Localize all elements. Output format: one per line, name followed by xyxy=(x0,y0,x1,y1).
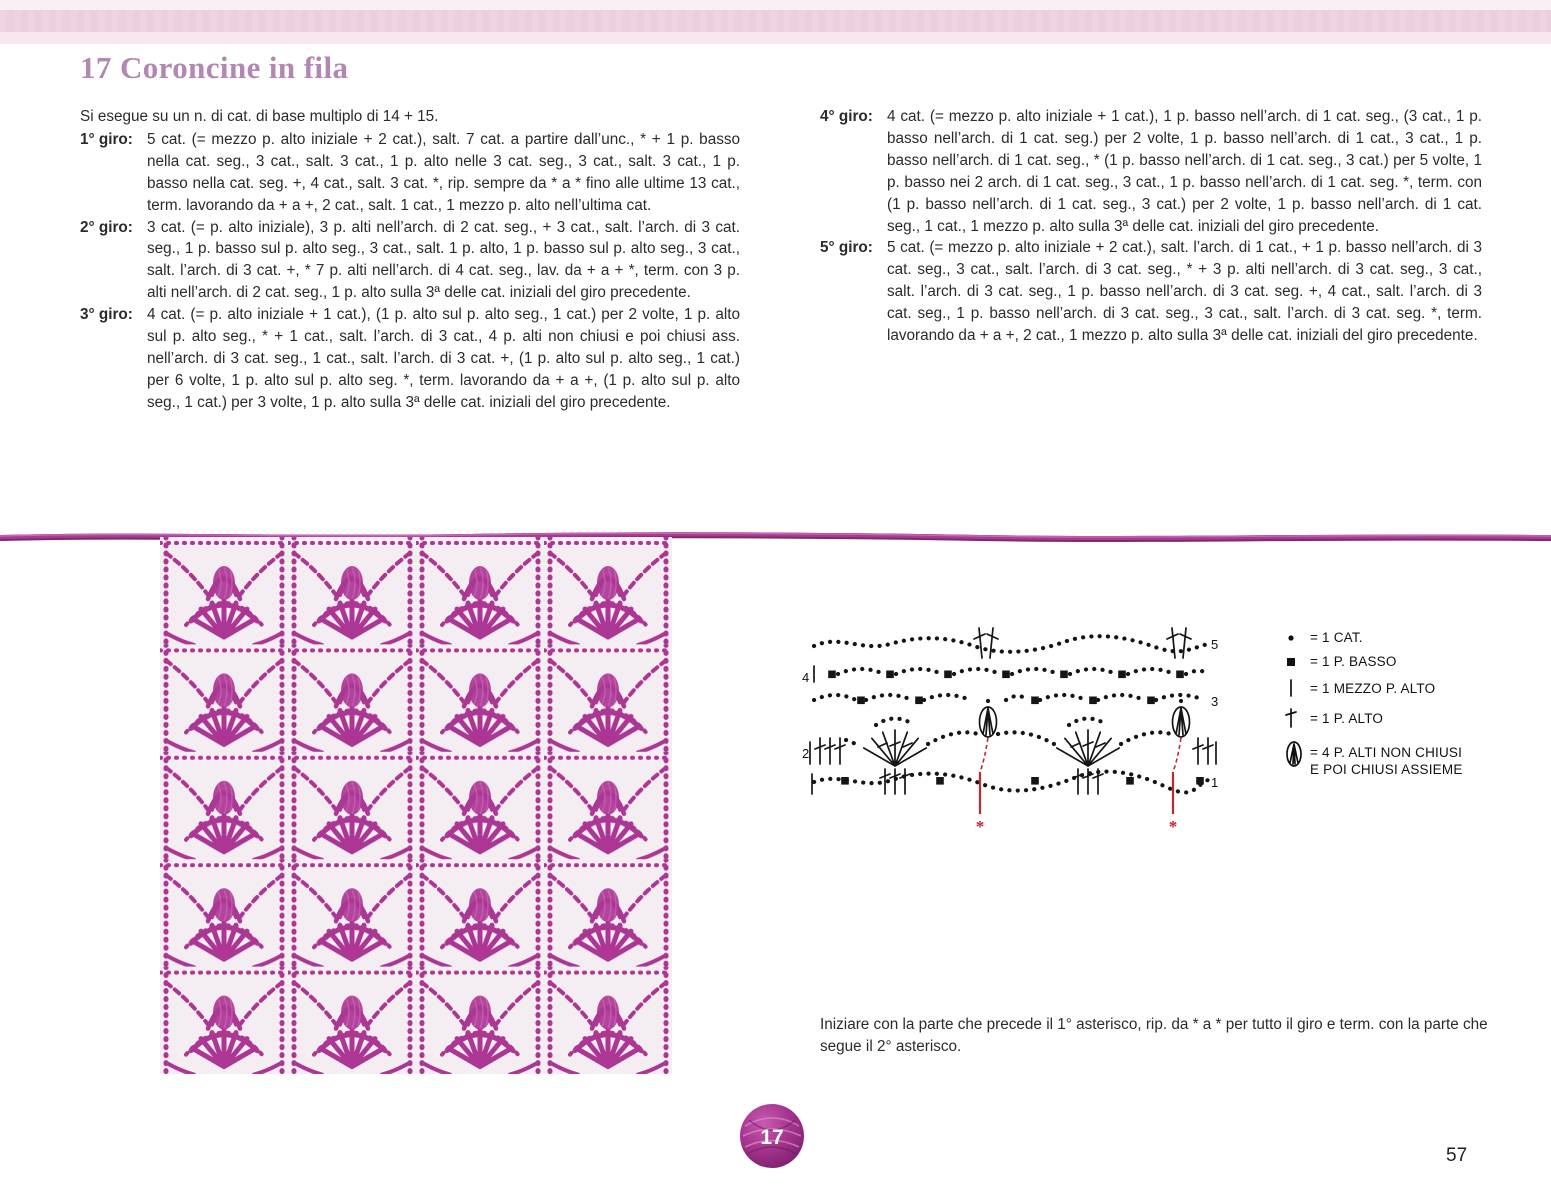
row-number-4: 4 xyxy=(802,670,810,685)
instructions-column-right xyxy=(820,106,1482,347)
crochet-chart xyxy=(800,622,1220,837)
repeat-asterisk-left: * xyxy=(975,817,985,836)
legend-item-cluster xyxy=(1284,738,1524,778)
pattern-number-badge: 17 xyxy=(760,1126,784,1149)
cluster-symbol-right xyxy=(1173,707,1190,737)
round-3-text: 4 cat. (= p. alto iniziale + 1 cat.), (1 p. alto sul p. alto seg., 1 cat.) per 2 volte, 1 p. alto sul p. alto seg., * + 1 cat., salt. l’arch. di 3 cat., 4 p. alti non chiusi e poi chiusi ass. nell’arch. di 3 cat. seg., 1 cat., salt. l’arch. di 3 cat. +, (1 p. alto sul p. alto seg., 1 cat.) per 6 volte, 1 p. alto sul p. alto seg. *, term. lavorando da + a +, (1 p. alto sul p. alto seg., 1 cat.) per 3 volte, 1 p. alto sulla 3ª delle cat. iniziali del giro precedente. xyxy=(147,306,740,411)
pattern-intro: Si esegue su un n. di cat. di base multiplo di 14 + 15. xyxy=(80,108,439,125)
repeat-asterisk-right: * xyxy=(1168,817,1178,836)
page-number: 57 xyxy=(1446,1145,1468,1166)
repeat-note: Iniziare con la parte che precede il 1° asterisco, rip. da * a * per tutto il giro e term. con la parte che segue il 2° asterisco. xyxy=(820,1016,1488,1056)
round-4 xyxy=(820,106,1482,237)
round-1-text: 5 cat. (= mezzo p. alto iniziale + 2 cat.), salt. 7 cat. a partire dall’unc., * + 1 p. basso nella cat. seg., 3 cat., salt. 3 cat., 1 p. alto nelle 3 cat. seg., 3 cat., salt. 3 cat., 1 p. basso nella cat. seg. +, 4 cat., salt. 3 cat. *, rip. sempre da * a * fino alle ultime 13 cat., term. lavorando da + a +, 2 cat., salt. 1 cat., 1 mezzo p. alto nell’ultima cat. xyxy=(147,130,740,214)
legend xyxy=(1284,630,1524,787)
row-number-1: 1 xyxy=(1211,775,1219,790)
round-5-label: 5° giro: xyxy=(820,239,873,257)
round-4-label: 4° giro: xyxy=(820,108,873,125)
round-2 xyxy=(80,217,740,305)
legend-item-single-crochet xyxy=(1284,654,1524,669)
legend-label: = 4 P. ALTI NON CHIUSI E POI CHIUSI ASSIEME xyxy=(1310,745,1463,777)
legend-label: = 1 P. BASSO xyxy=(1310,654,1397,669)
row-number-5: 5 xyxy=(1211,637,1219,652)
instructions-column-left xyxy=(80,106,740,414)
round-3 xyxy=(80,304,740,414)
round-2-label: 2° giro: xyxy=(80,218,133,236)
cluster-icon xyxy=(1284,738,1310,770)
legend-label: = 1 MEZZO P. ALTO xyxy=(1310,680,1436,696)
header-stripe-light xyxy=(0,0,1551,10)
legend-label: = 1 P. ALTO xyxy=(1310,710,1384,726)
row-number-3: 3 xyxy=(1211,694,1219,709)
round-1-label: 1° giro: xyxy=(80,130,133,148)
round-1 xyxy=(80,129,740,217)
page-title: 17 Coroncine in fila xyxy=(80,50,349,85)
double-crochet-icon xyxy=(1284,707,1310,729)
single-crochet-icon xyxy=(1284,655,1310,669)
cluster-symbol-left xyxy=(980,707,997,737)
swatch-photo xyxy=(160,537,672,1074)
legend-label: = 1 CAT. xyxy=(1310,630,1363,645)
header-stripe-pink xyxy=(0,10,1551,32)
round-4-text: 4 cat. (= mezzo p. alto iniziale + 1 cat.), 1 p. basso nell’arch. di 1 cat. seg., (3 cat., 1 p. basso nell’arch. di 1 cat. seg.) per 2 volte, 1 p. basso nell’arch. di 1 cat., 3 cat., 1 p. basso nell’arch. di 1 cat. seg., * (1 p. basso nell’arch. di 1 cat. seg., 3 cat.) per 5 volte, 1 p. basso nei 2 arch. di 1 cat. seg., 3 cat., 1 p. basso nell’arch. di 1 cat. seg. *, term. con (1 p. basso nell’arch. di 1 cat. seg., 3 cat.) per 2 volte, 1 p. basso nell’arch. di 1 cat. seg., 1 cat., 1 mezzo p. alto sulla 3ª delle cat. iniziali del giro precedente. xyxy=(887,108,1482,235)
chain-stitch-icon xyxy=(1284,631,1310,645)
legend-item-double xyxy=(1284,707,1524,729)
round-3-label: 3° giro: xyxy=(80,306,133,324)
header-stripe-pale xyxy=(0,32,1551,44)
legend-item-chain xyxy=(1284,630,1524,645)
half-double-crochet-icon xyxy=(1284,678,1310,698)
round-5 xyxy=(820,237,1482,347)
legend-item-half-double xyxy=(1284,678,1524,698)
round-2-text: 3 cat. (= p. alto iniziale), 3 p. alti nell’arch. di 2 cat. seg., + 3 cat., salt. l’arch. di 3 cat. seg., 1 p. basso sul p. alto seg., 3 cat., salt. 1 p. alto, 1 p. basso sul p. alto seg., 3 cat., salt. l’arch. di 3 cat. +, * 7 p. alti nell’arch. di 4 cat. seg., lav. da + a + *, term. con 3 p. alti nell’arch. di 2 cat. seg., 1 p. alto sulla 3ª delle cat. iniziali del giro precedente. xyxy=(147,218,740,302)
row-number-2: 2 xyxy=(802,746,810,761)
round-5-text: 5 cat. (= mezzo p. alto iniziale + 2 cat.), salt. l’arch. di 1 cat., + 1 p. basso nell’arch. di 3 cat. seg., 3 cat., salt. l’arch. di 3 cat. seg., * + 3 p. alti nell’arch. di 3 cat. seg., 3 cat., salt. l’arch. di 3 cat. seg., 1 p. basso nell’arch. di 3 cat. seg. +, 4 cat., salt. l’arch. di 3 cat. seg., 1 p. basso nell’arch. di 3 cat. seg., 3 cat., salt. l’arch. di 3 cat. seg. *, term. lavorando da + a +, 2 cat., 1 mezzo p. alto sulla 3ª delle cat. iniziali del giro precedente. xyxy=(887,239,1482,345)
yarn-ball xyxy=(737,1100,807,1170)
